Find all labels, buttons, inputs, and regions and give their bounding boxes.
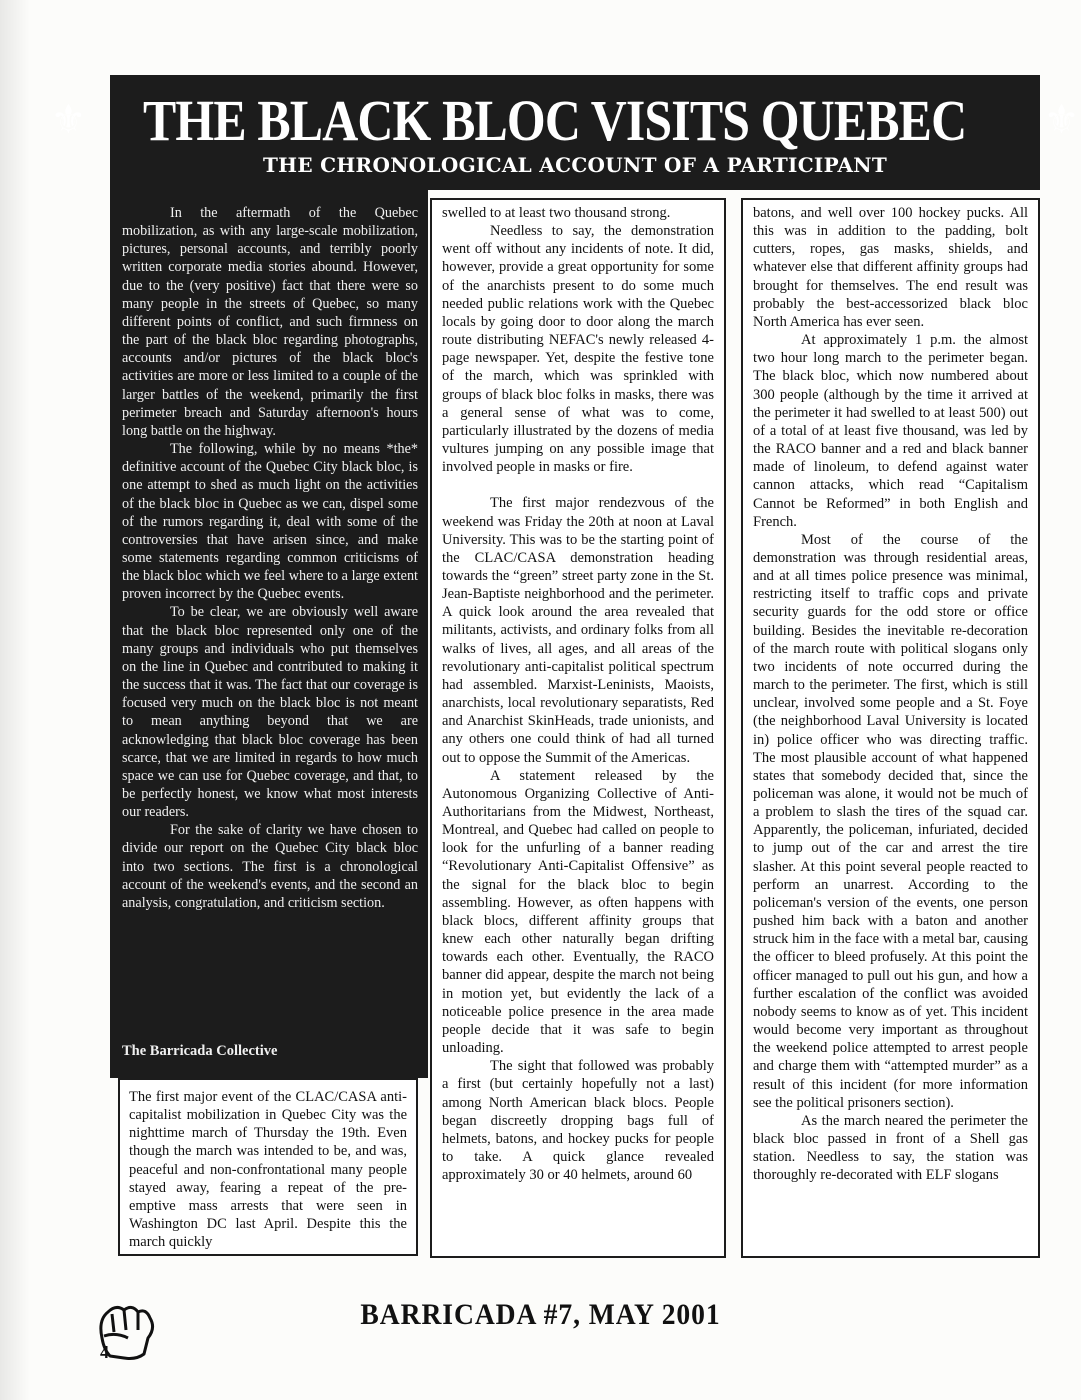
article-paragraph: As the march neared the perimeter the black bloc passed in front of a Shell gas station. Needless to say, the station was thoroughly re-decorated with ELF slogans <box>753 1112 1028 1184</box>
article-box-1 <box>118 1078 418 1256</box>
intro-paragraph: For the sake of clarity we have chosen to divide our report on the Quebec City black bloc into two sections. The first is a chronological account of the weekend's events, and the second an analysis, congratulation, and criticism section. <box>122 822 418 911</box>
fleur-de-lis-icon: ⚜ <box>1043 97 1080 143</box>
masthead-footer: BARRICADA #7, MAY 2001 <box>360 1298 721 1331</box>
page-subtitle: THE CHRONOLOGICAL ACCOUNT OF A PARTICIPANT <box>262 153 888 177</box>
intro-text <box>110 190 428 912</box>
fleur-de-lis-icon: ⚜ <box>50 97 87 143</box>
article-column-2 <box>430 198 726 1258</box>
intro-paragraph: The following, while by no means *the* definitive account of the Quebec City black bloc, is one attempt to shed as much light on the activities of the black bloc in Quebec as we can, dispel some of the rumors regarding it, deal with some of the controversies that have arisen since, and make some statements regarding common criticisms of the black bloc which we feel where to a large extent proven incorrect by the Quebec events. <box>122 441 418 603</box>
article-paragraph: The sight that followed was probably a first (but certainly hopefully not a last) among North American black blocs. People began discreetly dropping bags full of helmets, batons, and hockey pucks for people to take. A quick glance revealed approximately 30 or 40 helmets, around 60 <box>442 1058 714 1184</box>
title-row <box>50 85 1080 155</box>
scan-shadow <box>0 0 30 1400</box>
intro-paragraph: In the aftermath of the Quebec mobilization, as with any large-scale mobilization, pictures, personal accounts, and terribly poorly written corporate media stories abound. However, due to the (very positive) fact that there were so many people in the streets of Quebec, so many different points of conflict, and such firmness on the part of the black bloc regarding photographs, accounts and/or pictures of the black bloc's activities are more or less limited to a couple of the larger battles of the weekend, primarily the first perimeter breach and Saturday afternoon's hours long battle on the highway. <box>122 205 418 439</box>
article-paragraph: swelled to at least two thousand strong. <box>442 205 671 221</box>
page-title: THE BLACK BLOC VISITS QUEBEC <box>143 87 967 153</box>
article-paragraph: The first major event of the CLAC/CASA anti-capitalist mobilization in Quebec City was the nighttime march of Thursday the 19th. Even though the march was intended to be, and was, peaceful and non-confrontational many people stayed away, fearing a repeat of the pre-emptive mass arrests that were seen in Washington DC last April. Despite this the march quickly <box>129 1089 407 1251</box>
article-column-3 <box>741 198 1040 1258</box>
intro-paragraph: To be clear, we are obviously well aware that the black bloc represented only one of the many groups and individuals who put themselves on the line in Quebec and contributed to making it the success that it was. The fact that our coverage is focused very much on the black bloc is not meant to mean anything beyond that we are acknowledging that black bloc coverage has been scarce, that we are limited in regards to how much space we can use for Quebec coverage, and that, to be perfectly honest, we know what most interests our readers. <box>122 604 418 821</box>
article-paragraph: batons, and well over 100 hockey pucks. All this was in addition to the padding, bolt cutters, ropes, gas masks, shields, and whatever else that different affinity groups had brought for themselves. The end result was probably the best-accessorized black bloc North America has ever seen. <box>753 205 1028 330</box>
article-paragraph: Most of the course of the demonstration was through residential areas, and at all times police presence was minimal, restricting itself to traffic cops and private security guards for the odd store or office building. Besides the inevitable re-decoration of the march route with political slogans only two incidents of note occurred during the march to the perimeter. The first, which is still unclear, involved some people and a St. Foye (the neighborhood Laval University is located in) police officer who was directing traffic. The most plausible account of what happened states that somebody decided that, since the policeman was alone, it would not be much of a problem to slash the tires of the squad car. Apparently, the policeman, infuriated, decided to jump out of the car and arrest the tire slasher. At this point several people reacted to perform an unarrest. According to the policeman's version of the events, one person pushed him back with a baton and another struck him in the face with a metal bar, causing the officer to bleed profusely. At this point the officer managed to pull out his gun, and how a further escalation of the conflict was avoided nobody seems to know as of yet. This incident would become very important as throughout the weekend police attempted to arrest people and charge them with “attempted murder” as a result of this incident (for more information see the political prisoners section). <box>753 531 1028 1111</box>
title-banner <box>50 75 1080 190</box>
article-paragraph: At approximately 1 p.m. the almost two hour long march to the perimeter began. The black bloc, which now numbered about 300 people (although by the time it arrived at the perimeter it had swelled to at least 500) out of a total of at least five thousand, was led by the RACO banner and a red and black banner made of linoleum, to defend against water cannon attacks, which read “Capitalism Cannot be Reformed” in both English and French. <box>753 332 1028 530</box>
byline: The Barricada Collective <box>122 1043 278 1059</box>
page-number: 4 <box>100 1342 109 1362</box>
intro-column <box>110 190 428 1078</box>
article-paragraph: A statement released by the Autonomous Organizing Collective of Anti-Authoritarians from the Midwest, Northeast, Montreal, and Quebec had called on people to look for the unfurling of a banner reading “Revolutionary Anti-Capitalist Offensive” as the signal for the black bloc to begin assembling. However, as often happens with black blocs, different affinity groups that knew each other naturally began drifting towards each other. Eventually, the RACO banner did appear, despite the march not being in motion yet, but evidently the lack of a noticeable police presence in the area made people decide that it was safe to begin unloading. <box>442 767 714 1057</box>
article-paragraph: Needless to say, the demonstration went off without any incidents of note. It did, however, provide a great opportunity for some of the anarchists present to do some much needed public relations work with the Quebec locals by going door to door along the march route distributing NEFAC's newly released 4-page newspaper. Yet, despite the festive tone of the march, which was sprinkled with groups of black bloc folks in masks, there was a general sense of what was to come, particularly illustrated by the dozens of media vultures jumping on any possible image that involved people in masks or fire. <box>442 223 714 476</box>
article-paragraph: The first major rendezvous of the weekend was Friday the 20th at noon at Laval University. This was to be the starting point of the CLAC/CASA demonstration heading towards the “green” street party zone in the St. Jean-Baptiste neighborhood and the perimeter. A quick look around the area revealed that militants, activists, and ordinary folks from all walks of lives, all ages, and all areas of the revolutionary anti-capitalist political spectrum had assembled. Marxist-Leninists, Maoists, anarchists, local revolutionary separatists, Red and Anarchist SkinHeads, trade unionists, and any others one could think of had all turned out to oppose the Summit of the Americas. <box>442 495 714 766</box>
